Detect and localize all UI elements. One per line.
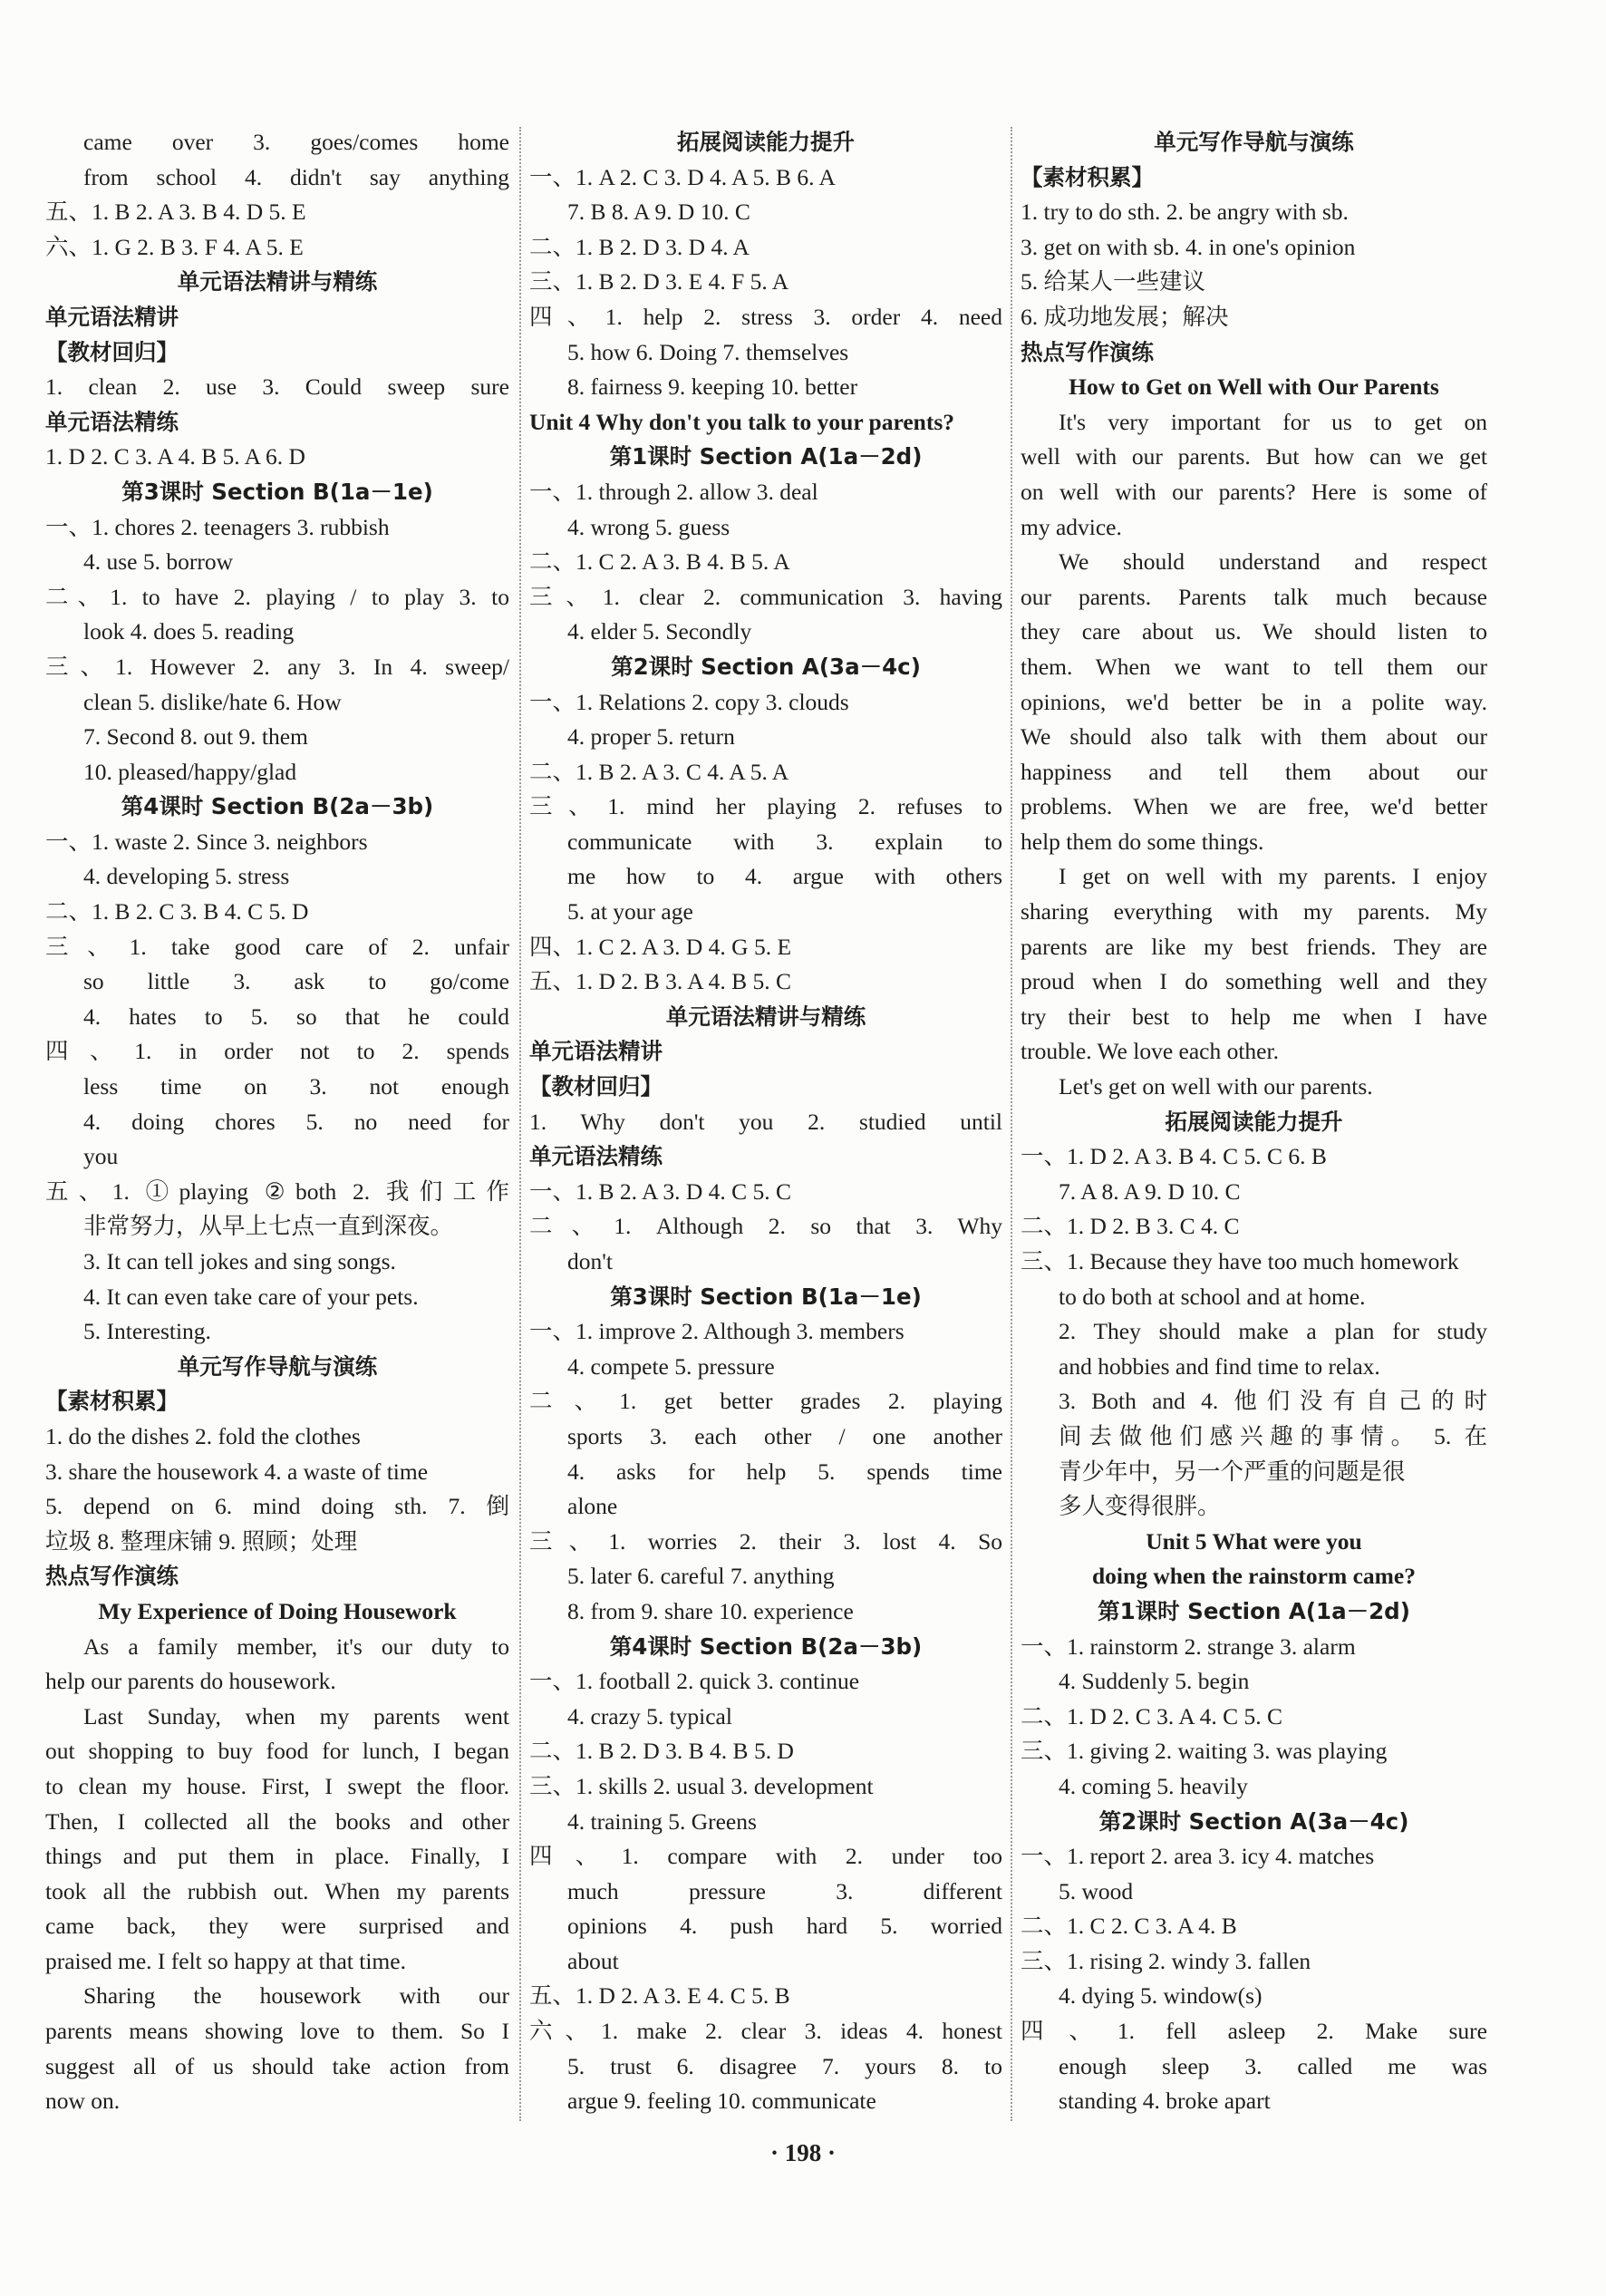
answer-line: 三、1. skills 2. usual 3. development bbox=[529, 1772, 874, 1799]
answer-line: 单元语法精练 bbox=[529, 1143, 663, 1170]
answer-line: proud when I do something well and they bbox=[1021, 968, 1487, 995]
answer-line: 三、1. However 2. any 3. In 4. sweep/ bbox=[45, 653, 509, 680]
answer-line: 一、1. improve 2. Although 3. members bbox=[529, 1318, 905, 1345]
answer-line: 第4课时 Section B(2a－3b) bbox=[121, 793, 434, 820]
answer-line: now on. bbox=[45, 2088, 121, 2115]
answer-line: 一、1. D 2. A 3. B 4. C 5. C 6. B bbox=[1021, 1143, 1327, 1170]
answer-line: enough sleep 3. called me was bbox=[1059, 2052, 1487, 2079]
answer-line: 热点写作演练 bbox=[45, 1563, 179, 1590]
answer-line: 二、1. D 2. B 3. C 4. C bbox=[1021, 1213, 1240, 1240]
answer-line: 单元语法精讲与精练 bbox=[177, 268, 378, 295]
answer-line: suggest all of us should take action from bbox=[45, 2052, 509, 2079]
answer-line: 五、1. B 2. A 3. B 4. D 5. E bbox=[45, 199, 306, 226]
answer-line: 二、1. C 2. C 3. A 4. B bbox=[1021, 1913, 1237, 1940]
answer-line: things and put them in place. Finally, I bbox=[45, 1843, 509, 1870]
answer-line: 三、1. take good care of 2. unfair bbox=[45, 933, 509, 960]
answer-line: 四、1. fell asleep 2. Make sure bbox=[1021, 2018, 1487, 2045]
answer-line: 单元语法精讲 bbox=[529, 1038, 663, 1065]
answer-line: 1. try to do sth. 2. be angry with sb. bbox=[1021, 199, 1349, 226]
answer-line: trouble. We love each other. bbox=[1021, 1038, 1279, 1065]
answer-line: out shopping to buy food for lunch, I began bbox=[45, 1738, 509, 1765]
answer-line: 青少年中，另一个严重的问题是很 bbox=[1059, 1458, 1406, 1485]
answer-line: opinions, we'd better be in a polite way. bbox=[1021, 688, 1487, 715]
answer-line: clean 5. dislike/hate 6. How bbox=[83, 688, 342, 715]
answer-line: 5. wood bbox=[1059, 1877, 1134, 1904]
answer-line: me how to 4. argue with others bbox=[567, 863, 1002, 890]
answer-line: much pressure 3. different bbox=[567, 1877, 1002, 1904]
answer-line: 三、1. clear 2. communication 3. having bbox=[529, 583, 1002, 610]
answer-line: How to Get on Well with Our Parents bbox=[1069, 373, 1439, 401]
answer-line: 拓展阅读能力提升 bbox=[1165, 1108, 1343, 1135]
answer-line: try their best to help me when I have bbox=[1021, 1003, 1487, 1030]
answer-line: Last Sunday, when my parents went bbox=[83, 1702, 509, 1729]
answer-column-middle bbox=[529, 125, 1002, 2119]
answer-line: 三、1. giving 2. waiting 3. was playing bbox=[1021, 1738, 1388, 1765]
answer-line: 5. trust 6. disagree 7. yours 8. to bbox=[567, 2052, 1002, 2079]
answer-line: As a family member, it's our duty to bbox=[83, 1632, 509, 1660]
answer-line: 第3课时 Section B(1a－1e) bbox=[610, 1283, 922, 1310]
answer-line: look 4. does 5. reading bbox=[83, 618, 295, 645]
answer-line: 5. how 6. Doing 7. themselves bbox=[567, 338, 849, 365]
answer-column-left bbox=[45, 125, 509, 2119]
answer-line: 10. pleased/happy/glad bbox=[83, 758, 297, 785]
answer-line: 非常努力，从早上七点一直到深夜。 bbox=[83, 1213, 454, 1240]
answer-line: 二、1. B 2. C 3. B 4. C 5. D bbox=[45, 898, 309, 925]
answer-line: 四、1. in order not to 2. spends bbox=[45, 1038, 509, 1065]
answer-line: 四、1. compare with 2. under too bbox=[529, 1843, 1002, 1870]
answer-line: 二、1. B 2. D 3. B 4. B 5. D bbox=[529, 1738, 794, 1765]
answer-line: to do both at school and at home. bbox=[1059, 1283, 1366, 1310]
answer-line: from school 4. didn't say anything bbox=[83, 163, 509, 190]
answer-line: my advice. bbox=[1021, 513, 1122, 540]
answer-line: We should also talk with them about our bbox=[1021, 723, 1487, 751]
answer-line: 【教材回归】 bbox=[529, 1073, 663, 1100]
answer-line: 1. D 2. C 3. A 4. B 5. A 6. D bbox=[45, 443, 305, 470]
answer-line: on well with our parents? Here is some of bbox=[1021, 478, 1487, 505]
answer-line: Sharing the housework with our bbox=[83, 1982, 509, 2010]
answer-line: 五、1. D 2. A 3. E 4. C 5. B bbox=[529, 1982, 790, 2010]
answer-line: 8. from 9. share 10. experience bbox=[567, 1597, 854, 1624]
answer-line: 4. It can even take care of your pets. bbox=[83, 1283, 419, 1310]
answer-line: 第4课时 Section B(2a－3b) bbox=[609, 1632, 923, 1660]
answer-line: well with our parents. But how can we get bbox=[1021, 443, 1487, 470]
answer-line: sports 3. each other / one another bbox=[567, 1422, 1002, 1449]
answer-line: 二、1. B 2. D 3. D 4. A bbox=[529, 233, 750, 260]
answer-line: 一、1. Relations 2. copy 3. clouds bbox=[529, 688, 849, 715]
answer-line: We should understand and respect bbox=[1059, 548, 1487, 576]
answer-line: 三、1. worries 2. their 3. lost 4. So bbox=[529, 1527, 1002, 1555]
answer-line: 1. clean 2. use 3. Could sweep sure bbox=[45, 373, 509, 401]
answer-line: 7. B 8. A 9. D 10. C bbox=[567, 199, 750, 226]
answer-line: 拓展阅读能力提升 bbox=[677, 129, 855, 155]
answer-line: 一、1. chores 2. teenagers 3. rubbish bbox=[45, 513, 390, 540]
answer-line: they care about us. We should listen to bbox=[1021, 618, 1487, 645]
answer-line: to clean my house. First, I swept the floor. bbox=[45, 1772, 509, 1799]
answer-line: doing when the rainstorm came? bbox=[1092, 1563, 1416, 1590]
answer-line: 第1课时 Section A(1a－2d) bbox=[1098, 1597, 1410, 1624]
answer-line: problems. When we are free, we'd better bbox=[1021, 793, 1487, 820]
answer-line: My Experience of Doing Housework bbox=[98, 1597, 457, 1624]
answer-line: 3. Both and 4. 他们没有自己的时 bbox=[1059, 1388, 1487, 1415]
answer-line: 一、1. football 2. quick 3. continue bbox=[529, 1668, 860, 1695]
answer-line: standing 4. broke apart bbox=[1059, 2088, 1271, 2115]
answer-line: help them do some things. bbox=[1021, 828, 1264, 855]
answer-line: Let's get on well with our parents. bbox=[1059, 1073, 1373, 1100]
answer-line: 4. crazy 5. typical bbox=[567, 1702, 732, 1729]
answer-line: 5. Interesting. bbox=[83, 1318, 211, 1345]
answer-line: 3. get on with sb. 4. in one's opinion bbox=[1021, 233, 1356, 260]
answer-line: 多人变得很胖。 bbox=[1059, 1493, 1221, 1520]
answer-line: so little 3. ask to go/come bbox=[83, 968, 509, 995]
answer-line: 二、1. D 2. C 3. A 4. C 5. C bbox=[1021, 1702, 1283, 1729]
answer-line: 3. share the housework 4. a waste of time bbox=[45, 1458, 429, 1485]
answer-line: help our parents do housework. bbox=[45, 1668, 336, 1695]
answer-line: parents are like my best friends. They are bbox=[1021, 933, 1487, 960]
answer-line: 4. elder 5. Secondly bbox=[567, 618, 752, 645]
answer-line: 一、1. report 2. area 3. icy 4. matches bbox=[1021, 1843, 1375, 1870]
answer-line: happiness and tell them about our bbox=[1021, 758, 1487, 785]
answer-line: Unit 4 Why don't you talk to your parents? bbox=[529, 408, 955, 435]
answer-line: 4. Suddenly 5. begin bbox=[1059, 1668, 1250, 1695]
answer-line: 4. developing 5. stress bbox=[83, 863, 290, 890]
answer-line: sharing everything with my parents. My bbox=[1021, 898, 1487, 925]
answer-line: took all the rubbish out. When my parents bbox=[45, 1877, 509, 1904]
answer-line: 五、1. ①playing ②both 2. 我们工作 bbox=[45, 1177, 509, 1205]
page-number: · 198 · bbox=[769, 2139, 836, 2166]
answer-line: 4. wrong 5. guess bbox=[567, 513, 730, 540]
answer-line: 单元写作导航与演练 bbox=[177, 1352, 378, 1380]
answer-column-right bbox=[1021, 125, 1487, 2119]
answer-line: 4. compete 5. pressure bbox=[567, 1352, 775, 1380]
answer-line: 一、1. A 2. C 3. D 4. A 5. B 6. A bbox=[529, 163, 836, 190]
answer-line: 4. training 5. Greens bbox=[567, 1807, 757, 1835]
answer-line: 三、1. rising 2. windy 3. fallen bbox=[1021, 1947, 1311, 1974]
answer-line: 一、1. rainstorm 2. strange 3. alarm bbox=[1021, 1632, 1356, 1660]
answer-line: 六、1. make 2. clear 3. ideas 4. honest bbox=[529, 2018, 1002, 2045]
answer-line: 第3课时 Section B(1a－1e) bbox=[121, 478, 433, 505]
answer-line: 4. asks for help 5. spends time bbox=[567, 1458, 1002, 1485]
answer-line: opinions 4. push hard 5. worried bbox=[567, 1913, 1002, 1940]
answer-line: 单元语法精讲与精练 bbox=[665, 1003, 866, 1030]
answer-line: 5. later 6. careful 7. anything bbox=[567, 1563, 835, 1590]
answer-line: argue 9. feeling 10. communicate bbox=[567, 2088, 876, 2115]
answer-line: 7. Second 8. out 9. them bbox=[83, 723, 308, 751]
answer-line: 二、1. get better grades 2. playing bbox=[529, 1388, 1002, 1415]
answer-line: alone bbox=[567, 1493, 618, 1520]
answer-line: them. When we want to tell them our bbox=[1021, 653, 1487, 680]
answer-line: 【素材积累】 bbox=[1021, 163, 1154, 190]
answer-line: 一、1. waste 2. Since 3. neighbors bbox=[45, 828, 368, 855]
answer-line: our parents. Parents talk much because bbox=[1021, 583, 1487, 610]
answer-line: 四、1. C 2. A 3. D 4. G 5. E bbox=[529, 933, 792, 960]
answer-line: less time on 3. not enough bbox=[83, 1073, 509, 1100]
answer-line: 一、1. B 2. A 3. D 4. C 5. C bbox=[529, 1177, 792, 1205]
answer-line: 8. fairness 9. keeping 10. better bbox=[567, 373, 858, 401]
answer-line: 4. coming 5. heavily bbox=[1059, 1772, 1248, 1799]
answer-line: 五、1. D 2. B 3. A 4. B 5. C bbox=[529, 968, 792, 995]
answer-line: 4. hates to 5. so that he could bbox=[83, 1003, 509, 1030]
answer-line: Unit 5 What were you bbox=[1146, 1527, 1362, 1555]
answer-line: came back, they were surprised and bbox=[45, 1913, 509, 1940]
column-divider bbox=[1011, 127, 1012, 2121]
answer-line: 3. It can tell jokes and sing songs. bbox=[83, 1248, 396, 1274]
answer-line: Then, I collected all the books and other bbox=[45, 1807, 509, 1835]
answer-line: 4. use 5. borrow bbox=[83, 548, 234, 576]
answer-line: 5. at your age bbox=[567, 898, 693, 925]
answer-line: 一、1. through 2. allow 3. deal bbox=[529, 478, 818, 505]
answer-line: 4. doing chores 5. no need for bbox=[83, 1108, 509, 1135]
answer-line: 【素材积累】 bbox=[45, 1388, 179, 1415]
answer-line: 第2课时 Section A(3a－4c) bbox=[1098, 1807, 1409, 1835]
answer-line: 7. A 8. A 9. D 10. C bbox=[1059, 1177, 1241, 1205]
answer-line: 二、1. Although 2. so that 3. Why bbox=[529, 1213, 1002, 1240]
answer-line: communicate with 3. explain to bbox=[567, 828, 1002, 855]
answer-line: and hobbies and find time to relax. bbox=[1059, 1352, 1380, 1380]
answer-line: 热点写作演练 bbox=[1021, 338, 1154, 365]
answer-line: 三、1. B 2. D 3. E 4. F 5. A bbox=[529, 268, 789, 295]
answer-line: don't bbox=[567, 1248, 613, 1274]
answer-line: 单元写作导航与演练 bbox=[1154, 129, 1354, 155]
answer-line: 第2课时 Section A(3a－4c) bbox=[611, 653, 921, 680]
answer-line: 5. depend on 6. mind doing sth. 7. 倒 bbox=[45, 1493, 509, 1520]
answer-line: 单元语法精讲 bbox=[45, 303, 179, 330]
answer-line: 四、1. help 2. stress 3. order 4. need bbox=[529, 303, 1002, 330]
answer-line: 三、1. Because they have too much homework bbox=[1021, 1248, 1459, 1274]
answer-line: I get on well with my parents. I enjoy bbox=[1059, 863, 1487, 890]
answer-line: 六、1. G 2. B 3. F 4. A 5. E bbox=[45, 233, 304, 260]
answer-line: 二、1. C 2. A 3. B 4. B 5. A bbox=[529, 548, 790, 576]
answer-line: 三、1. mind her playing 2. refuses to bbox=[529, 793, 1002, 820]
answer-line: 4. dying 5. window(s) bbox=[1059, 1982, 1263, 2010]
answer-line: 5. 给某人一些建议 bbox=[1021, 268, 1206, 295]
column-divider bbox=[519, 127, 521, 2121]
answer-line: 1. do the dishes 2. fold the clothes bbox=[45, 1422, 361, 1449]
answer-line: 二、1. to have 2. playing / to play 3. to bbox=[45, 583, 509, 610]
answer-line: 单元语法精练 bbox=[45, 408, 179, 435]
answer-line: 2. They should make a plan for study bbox=[1059, 1318, 1487, 1345]
answer-line: 第1课时 Section A(1a－2d) bbox=[609, 443, 923, 470]
answer-line: came over 3. goes/comes home bbox=[83, 129, 509, 155]
answer-line: 垃圾 8. 整理床铺 9. 照顾；处理 bbox=[45, 1527, 358, 1555]
answer-line: 6. 成功地发展；解决 bbox=[1021, 303, 1229, 330]
answer-line: you bbox=[83, 1143, 119, 1170]
answer-line: 【教材回归】 bbox=[45, 338, 179, 365]
answer-line: 间去做他们感兴趣的事情。 5. 在 bbox=[1059, 1422, 1487, 1449]
answer-line: praised me. I felt so happy at that time. bbox=[45, 1947, 406, 1974]
answer-line: 二、1. B 2. A 3. C 4. A 5. A bbox=[529, 758, 789, 785]
answer-line: about bbox=[567, 1947, 619, 1974]
answer-line: 4. proper 5. return bbox=[567, 723, 735, 751]
answer-line: parents means showing love to them. So I bbox=[45, 2018, 509, 2045]
answer-line: 1. Why don't you 2. studied until bbox=[529, 1108, 1002, 1135]
answer-line: It's very important for us to get on bbox=[1059, 408, 1487, 435]
